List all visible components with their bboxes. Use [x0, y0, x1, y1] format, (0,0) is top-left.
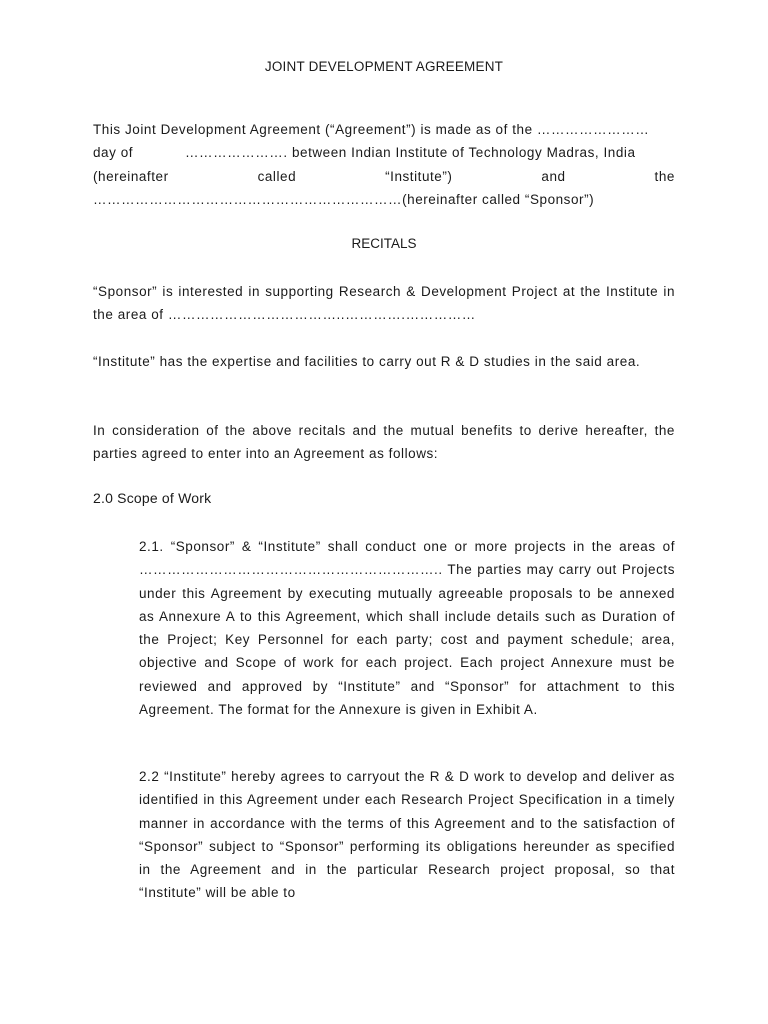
recital-3-text: In consideration of the above recitals and the mutual benefits to derive hereafter, the parties agreed to enter into an Agreement as follows:: [93, 423, 675, 462]
intro-sponsor-line: …………………………………………………………(hereinafter called “Sponsor”): [93, 191, 595, 207]
recital-2-text: “Institute” has the expertise and facilities to carry out R & D studies in the said area.: [93, 354, 641, 369]
recital-paragraph-1: [93, 280, 675, 327]
recital-paragraph-2: [93, 350, 675, 373]
intro-word: the: [654, 168, 675, 184]
intro-line-1-text: This Joint Development Agreement (“Agreement”) is made as of the ……………………: [93, 122, 650, 137]
section-heading-scope: 2.0 Scope of Work: [93, 490, 212, 506]
intro-word: “Institute”): [385, 168, 453, 184]
intro-day-of: day of: [93, 145, 134, 161]
recital-paragraph-3: [93, 419, 675, 466]
recitals-heading: RECITALS: [351, 236, 417, 251]
intro-line-1: [93, 118, 675, 141]
clause-2-1-text: 2.1. “Sponsor” & “Institute” shall conduct one or more projects in the areas of ……………………………………………………….. The parties may carry out Projects under this Agreement by executing mutually agreeable proposals to be annexed as Annexure A to this Agreement, which shall include details such as Duration of the Project; Key Personnel for each party; cost and payment schedule; area, objective and Scope of work for each project. Each project Annexure must be reviewed and approved by “Institute” and “Sponsor” for attachment to this Agreement. The format for the Annexure is given in Exhibit A.: [139, 539, 675, 718]
document-title: JOINT DEVELOPMENT AGREEMENT: [264, 59, 504, 74]
intro-word: (hereinafter: [93, 168, 169, 184]
recital-1-text: “Sponsor” is interested in supporting Research & Development Project at the Institute in the area of ………………………………..………….……………: [93, 284, 675, 323]
intro-line-4: [93, 188, 675, 211]
intro-word: and: [541, 168, 566, 184]
intro-paragraph: [93, 118, 675, 211]
intro-between-parties: …………………. between Indian Institute of Technology Madras, India: [185, 145, 636, 161]
clause-2-2-text: 2.2 “Institute” hereby agrees to carryout the R & D work to develop and deliver as identified in this Agreement under each Research Project Specification in a timely manner in accordance with the terms of this Agreement and to the satisfaction of “Sponsor” subject to “Sponsor” performing its obligations hereunder as specified in the Agreement and in the particular Research project proposal, so that “Institute” will be able to: [139, 769, 675, 901]
clause-2-1: [139, 535, 675, 721]
intro-line-3: [93, 165, 675, 188]
intro-word: called: [257, 168, 297, 184]
clause-2-2: [139, 765, 675, 905]
intro-line-2: [93, 141, 675, 164]
